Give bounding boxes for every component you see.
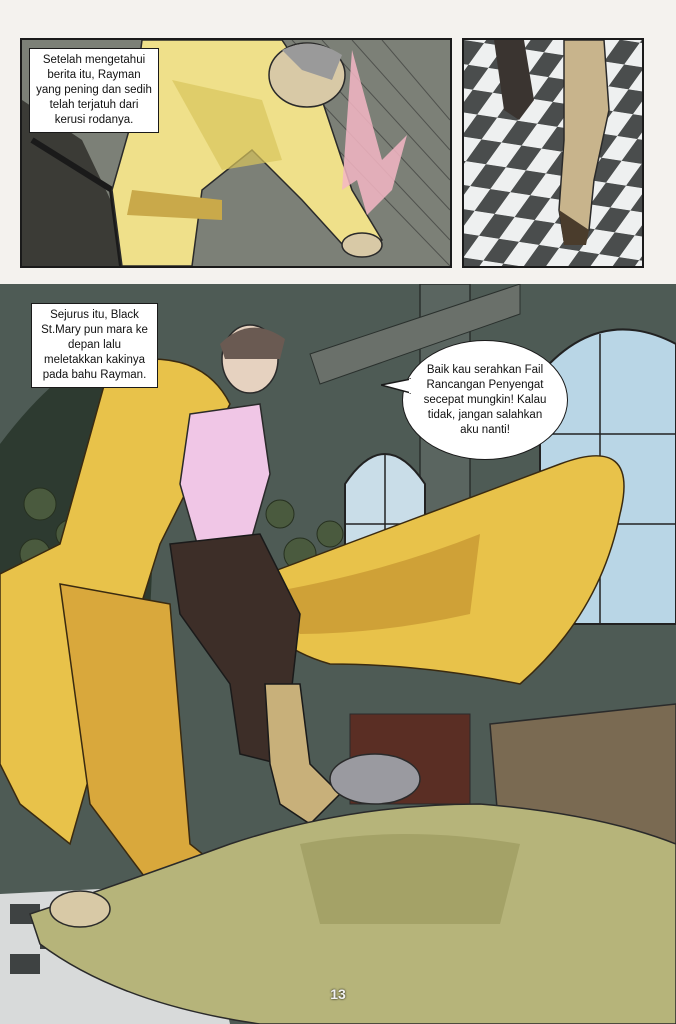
speech-balloon-tail	[381, 377, 411, 397]
panel-3-art	[0, 284, 676, 1024]
comic-panel-3	[0, 284, 676, 1024]
narration-caption-1	[29, 48, 159, 133]
speech-balloon-text: Baik kau serahkan Fail Rancangan Penyengat secepat mungkin! Kalau tidak, jangan salahkan aku nanti!	[423, 363, 547, 436]
comic-panel-2	[462, 38, 644, 268]
speech-balloon	[402, 340, 568, 460]
page-number: 13	[330, 986, 346, 1002]
narration-caption-1-text: Setelah mengetahui berita itu, Rayman yang pening dan sedih telah terjatuh dari kerusi rodanya.	[36, 54, 152, 126]
narration-caption-2-text: Sejurus itu, Black St.Mary pun mara ke depan lalu meletakkan kakinya pada bahu Rayman.	[41, 309, 148, 381]
panel-2-art	[464, 40, 642, 266]
narration-caption-2	[31, 303, 158, 388]
